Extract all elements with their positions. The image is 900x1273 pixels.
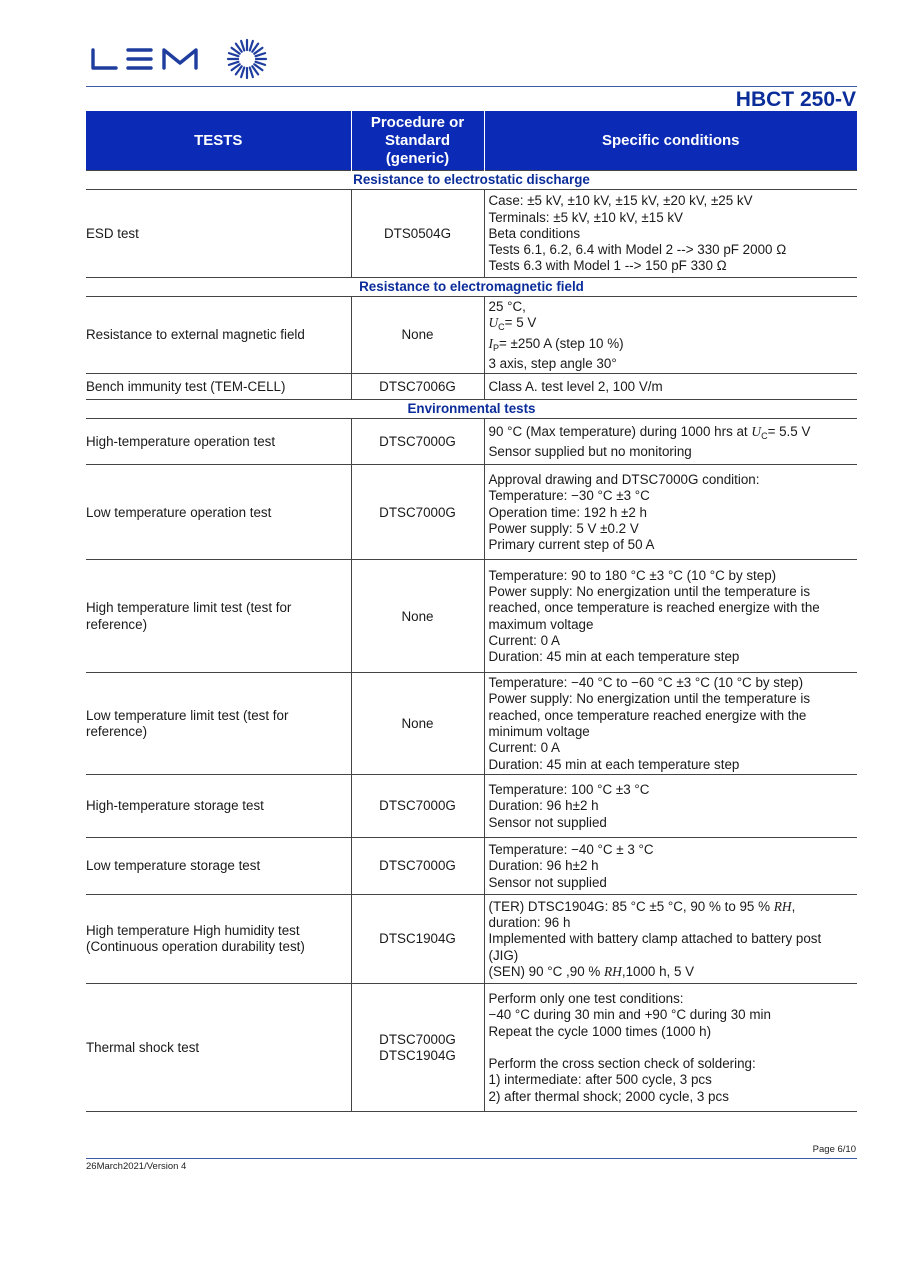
- condition-line: Current: 0 A: [488, 740, 560, 756]
- condition-line: reached, once temperature is reached energize with the: [488, 600, 820, 616]
- conditions-cell: [484, 190, 857, 278]
- condition-line: (SEN) 90 °C ,90 % RH,1000 h, 5 V: [488, 963, 695, 979]
- procedure-code: None: [401, 327, 434, 343]
- procedure-cell: [351, 774, 484, 837]
- condition-line: Temperature: −40 °C ± 3 °C: [488, 842, 654, 858]
- conditions-cell: [484, 894, 857, 983]
- condition-line: (JIG): [488, 947, 519, 963]
- condition-line: Approval drawing and DTSC7000G condition:: [488, 471, 760, 487]
- procedure-code: DTSC7000G: [379, 434, 456, 450]
- table-row: [86, 190, 857, 278]
- table-row: [86, 774, 857, 837]
- procedure-cell: [351, 465, 484, 560]
- conditions-cell: [484, 673, 857, 775]
- procedure-code: None: [401, 715, 434, 731]
- test-name: Low temperature operation test: [86, 465, 351, 560]
- condition-line: Temperature: 100 °C ±3 °C: [488, 782, 650, 798]
- condition-line: Primary current step of 50 A: [488, 537, 655, 553]
- condition-line: Power supply: No energization until the temperature is: [488, 691, 811, 707]
- table-row: [86, 894, 857, 983]
- conditions-cell: [484, 419, 857, 465]
- table-header-row: [86, 111, 857, 171]
- procedure-code: None: [401, 608, 434, 624]
- table-row: [86, 560, 857, 673]
- conditions-cell: [484, 774, 857, 837]
- condition-line: Terminals: ±5 kV, ±10 kV, ±15 kV: [488, 209, 683, 225]
- condition-line: $U_C= 5$ V: [488, 315, 537, 333]
- test-name: ESD test: [86, 190, 351, 278]
- column-header-conditions: Specific conditions: [484, 111, 857, 171]
- conditions-cell: [484, 837, 857, 894]
- header-rule: [86, 86, 857, 87]
- test-name: Low temperature limit test (test for reference): [86, 673, 351, 775]
- procedure-cell: [351, 983, 484, 1111]
- section-title: Environmental tests: [86, 400, 857, 419]
- condition-line: Operation time: 192 h ±2 h: [488, 504, 647, 520]
- section-title: Resistance to electrostatic discharge: [86, 171, 857, 190]
- conditions-cell: [484, 465, 857, 560]
- table-row: [86, 983, 857, 1111]
- page-number: Page 6/10: [812, 1144, 856, 1155]
- condition-line: Temperature: −40 °C to −60 °C ±3 °C (10 °C by step): [488, 675, 804, 691]
- column-header-procedure: Procedure or Standard (generic): [351, 111, 484, 171]
- test-name: High-temperature operation test: [86, 419, 351, 465]
- condition-line: Duration: 45 min at each temperature step: [488, 756, 740, 772]
- sunburst-ray: [241, 68, 244, 78]
- procedure-cell: [351, 560, 484, 673]
- section-row: [86, 171, 857, 190]
- section-row: [86, 400, 857, 419]
- condition-line: Sensor not supplied: [488, 874, 607, 890]
- procedure-code: DTS0504G: [384, 225, 451, 241]
- table-row: [86, 465, 857, 560]
- table-row: [86, 374, 857, 400]
- test-name: High temperature limit test (test for reference): [86, 560, 351, 673]
- procedure-cell: [351, 673, 484, 775]
- version-label: 26March2021/Version 4: [86, 1161, 187, 1172]
- condition-line: 2) after thermal shock; 2000 cycle, 3 pcs: [488, 1088, 729, 1104]
- condition-line: Tests 6.1, 6.2, 6.4 with Model 2 --> 330 pF 2000 Ω: [488, 242, 787, 258]
- test-name: Low temperature storage test: [86, 837, 351, 894]
- condition-line: Sensor supplied but no monitoring: [488, 444, 692, 460]
- procedure-cell: [351, 894, 484, 983]
- condition-line: 25 °C,: [488, 299, 526, 314]
- test-name: High-temperature storage test: [86, 774, 351, 837]
- conditions-cell: [484, 983, 857, 1111]
- procedure-code: DTSC1904G: [379, 931, 456, 947]
- procedure-code: DTSC7006G: [379, 379, 456, 395]
- test-name: Thermal shock test: [86, 983, 351, 1111]
- condition-line: [489, 1040, 854, 1056]
- condition-line: −40 °C during 30 min and +90 °C during 30 min: [488, 1007, 771, 1023]
- condition-line: Power supply: 5 V ±0.2 V: [488, 520, 639, 536]
- condition-line: reached, once temperature reached energize with the: [488, 707, 807, 723]
- condition-line: Temperature: 90 to 180 °C ±3 °C (10 °C by step): [488, 567, 777, 583]
- column-header-tests: TESTS: [86, 111, 351, 171]
- section-row: [86, 278, 857, 297]
- sunburst-ray: [229, 62, 239, 65]
- conditions-cell: [484, 374, 857, 400]
- condition-line: Repeat the cycle 1000 times (1000 h): [488, 1023, 712, 1039]
- procedure-code: DTSC7000G: [379, 1031, 456, 1047]
- condition-line: duration: 96 h: [488, 915, 571, 931]
- procedure-code: DTSC7000G: [379, 798, 456, 814]
- footer-rule: [86, 1158, 857, 1159]
- procedure-code: DTSC7000G: [379, 858, 456, 874]
- conditions-cell: [484, 560, 857, 673]
- condition-line: 90 °C (Max temperature) during 1000 hrs at $U_C= 5.5$ V: [488, 423, 811, 441]
- condition-line: 3 axis, step angle 30°: [488, 355, 617, 371]
- condition-line: $I_P= \pm 250$ A (step 10 %): [488, 335, 624, 353]
- section-title: Resistance to electromagnetic field: [86, 278, 857, 297]
- condition-line: Power supply: No energization until the temperature is: [488, 584, 811, 600]
- condition-line: Implemented with battery clamp attached to battery post: [488, 931, 822, 947]
- procedure-code: DTSC7000G: [379, 504, 456, 520]
- lem-logo: [90, 38, 270, 82]
- tests-table: [86, 111, 857, 1112]
- condition-line: Perform only one test conditions:: [488, 990, 684, 1006]
- table-row: [86, 837, 857, 894]
- condition-line: Current: 0 A: [488, 632, 560, 648]
- condition-line: (TER) DTSC1904G: 85 °C ±5 °C, 90 % to 95 % RH,: [488, 898, 796, 914]
- table-row: [86, 419, 857, 465]
- condition-line: Case: ±5 kV, ±10 kV, ±15 kV, ±20 kV, ±25 kV: [488, 193, 753, 209]
- condition-line: 1) intermediate: after 500 cycle, 3 pcs: [488, 1072, 712, 1088]
- test-name: Bench immunity test (TEM-CELL): [86, 374, 351, 400]
- condition-line: Beta conditions: [488, 225, 581, 241]
- condition-line: Perform the cross section check of soldering:: [488, 1056, 756, 1072]
- sunburst-ray: [250, 68, 253, 78]
- condition-line: maximum voltage: [488, 616, 594, 632]
- procedure-cell: [351, 374, 484, 400]
- sunburst-mark: [228, 40, 266, 78]
- condition-line: Duration: 45 min at each temperature step: [488, 649, 740, 665]
- procedure-code: DTSC1904G: [379, 1047, 456, 1063]
- procedure-cell: [351, 837, 484, 894]
- procedure-cell: [351, 419, 484, 465]
- condition-line: Tests 6.3 with Model 1 --> 150 pF 330 Ω: [488, 258, 727, 274]
- sunburst-ray: [256, 53, 266, 56]
- sunburst-ray: [241, 41, 244, 51]
- procedure-cell: [351, 190, 484, 278]
- sunburst-ray: [250, 41, 253, 51]
- condition-line: Sensor not supplied: [488, 814, 607, 830]
- test-name: Resistance to external magnetic field: [86, 297, 351, 374]
- procedure-cell: [351, 297, 484, 374]
- condition-line: Class A. test level 2, 100 V/m: [488, 379, 663, 395]
- test-name: High temperature High humidity test (Continuous operation durability test): [86, 894, 351, 983]
- condition-line: Duration: 96 h±2 h: [488, 798, 599, 814]
- condition-line: Temperature: −30 °C ±3 °C: [488, 488, 650, 504]
- condition-line: minimum voltage: [488, 724, 590, 740]
- condition-line: Duration: 96 h±2 h: [488, 858, 599, 874]
- sunburst-ray: [256, 62, 266, 65]
- table-row: [86, 673, 857, 775]
- table-row: [86, 297, 857, 374]
- conditions-cell: [484, 297, 857, 374]
- sunburst-ray: [229, 53, 239, 56]
- document-title: HBCT 250-V: [735, 88, 856, 111]
